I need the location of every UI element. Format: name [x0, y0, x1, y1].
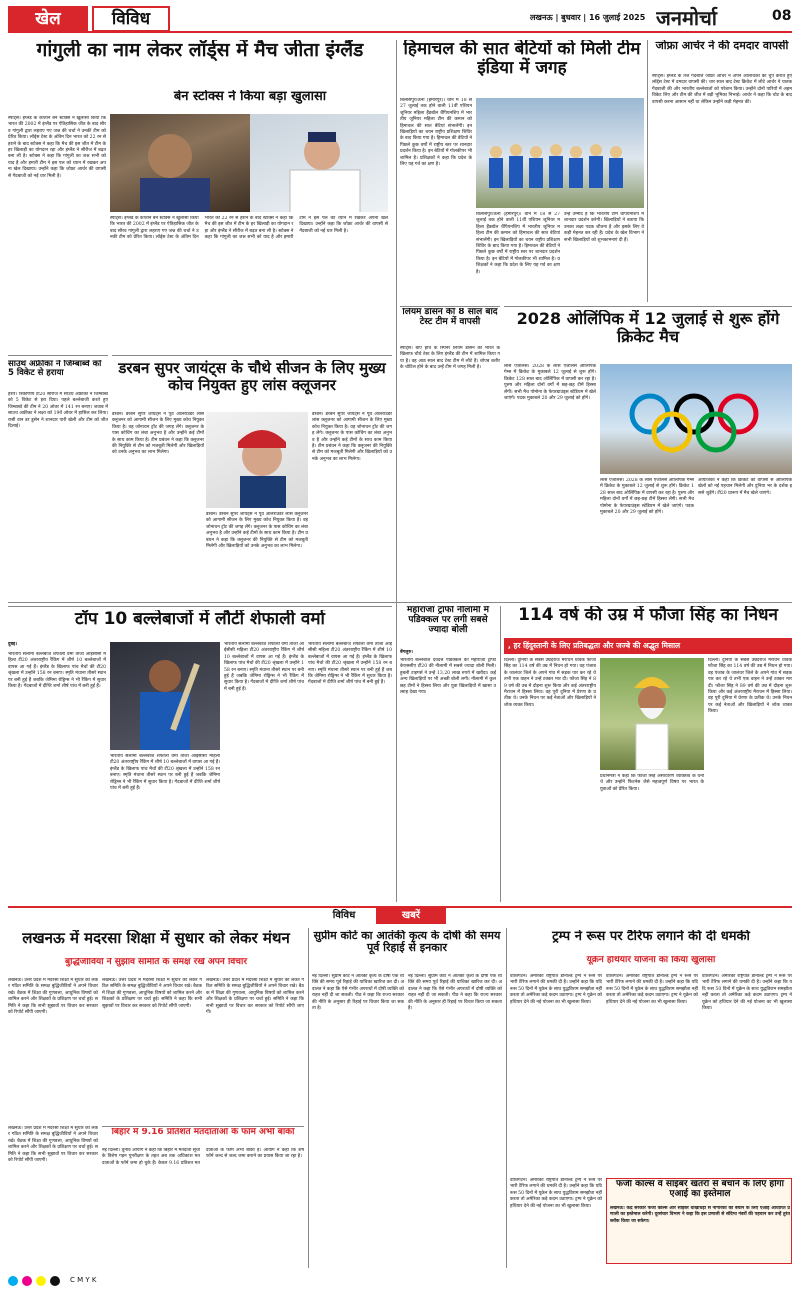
divider-shafali-maharaja [396, 606, 397, 902]
shafali-body-text-4: भारतीय सलामी बल्लेबाज शेफाली वर्मा ताजा आईसीसी महिला टी20 अंतरराष्ट्रीय रैंकिंग में शीर्ष 10 बल्लेबाजों में वापस आ गई हैं। इंग्लैंड के खिलाफ पांच मैचों की टी20 श्रृंखला में उन्होंने 158 रन बनाए। स्मृति मंधाना तीसरे स्थान पर बनी हुई हैं जबकि जेमिमा रोड्रिग्स ने भी रैंकिंग में सुधार किया है। गेंदबाजों में दीप्ति शर्मा शीर्ष पांच में बनी हुई हैं। [308, 642, 392, 686]
fake-calls-headline-text: फर्जी कॉल्स व साइबर खतरों से बचाने के लिए होगा एआई का इस्तेमाल [616, 1180, 784, 1199]
archer-headline-text: जोफ्रा आर्चर ने की दमदार वापसी [655, 40, 789, 52]
himachal-body-col1 [400, 98, 472, 302]
section-band-tab2 [376, 908, 446, 924]
olympic-body-col1 [504, 364, 596, 602]
maharaja-headline-final-text: महाराजा ट्रॉफी नीलामी में पडिक्कल पर लगी सबसे ज्यादा बोली [407, 606, 489, 635]
ganguly-headline-text: गांगुली का नाम लेकर लॉर्ड्स में मैच जीता इंग्लैंड [36, 40, 364, 61]
maharaja-block [400, 606, 496, 902]
dawson-body [400, 346, 500, 602]
madrasa-body-text: लखनऊ। उत्तर प्रदेश में मदरसा शिक्षा में सुधार को लेकर गठित समिति के समक्ष बुद्धिजीवियों ने अपने विचार रखे। बैठक में शिक्षा की गुणवत्ता, आधुनिक विषयों को शामिल करने और शिक्षकों के प्रशिक्षण पर चर्चा हुई। समिति ने कहा कि सभी सुझावों पर विचार कर सरकार को रिपोर्ट सौंपी जाएगी। [8, 978, 98, 1016]
himachal-headline-text: हिमाचल की सात बेटियों को मिली टीम इंडिया में जगह [403, 40, 641, 78]
ganguly-body-col1 [8, 116, 106, 350]
fake-calls-body [610, 1206, 790, 1262]
section-band-tab1 [314, 908, 374, 924]
maharaja-dateline-text: बेंगलुरु। [400, 650, 413, 655]
klusener-photo-art [206, 412, 308, 508]
page-number-text: 08 [772, 8, 792, 24]
maharaja-headline-text-box [300, 604, 301, 605]
rule-zimbabwe [8, 355, 108, 356]
fauja-photo-art [600, 658, 704, 770]
fauja-headline [504, 606, 792, 636]
fauja-body-text-2: प्रधानमंत्री ने कहा कि फौजा सिंह असाधारण व्यक्तित्व के धनी थे और उन्होंने फिटनेस जैसे महत्वपूर्ण विषय पर भारत के युवाओं को प्रेरित किया। [600, 774, 704, 792]
dawson-headline [400, 308, 500, 344]
himachal-headline [400, 40, 644, 96]
durban-headline [112, 360, 392, 408]
reg-dot-black [50, 1276, 60, 1286]
stokes-photo-art [250, 114, 388, 212]
divider-madrasa-supreme [308, 928, 309, 1268]
trump-body-text-3: वॉशिंगटन। अमेरिकी राष्ट्रपति डोनाल्ड ट्रम्प ने रूस पर भारी टैरिफ लगाने की धमकी दी है। उन्होंने कहा कि यदि रूस 50 दिनों में यूक्रेन के साथ युद्धविराम समझौता नहीं करता तो अमेरिका कड़े कदम उठाएगा। ट्रम्प ने यूक्रेन को हथियार देने की नई योजना का भी खुलासा किया। [702, 974, 792, 1012]
himachal-body-col2 [476, 212, 560, 302]
rule-olympic [504, 306, 792, 307]
supreme-body-col1 [312, 974, 404, 1264]
ganguly-headline [8, 40, 392, 84]
bihar-headline-text: बिहार में 9.16 प्रतिशत मतदाताओं के फॉर्म अभी बाकी [111, 1128, 295, 1137]
shafali-body-col1 [8, 652, 106, 900]
divider-maharaja-fauja [500, 606, 501, 902]
trump-body-col1 [510, 974, 602, 1174]
fauja-body-text: दिल्ली। दुनिया के सबसे उम्रदराज मैराथन धावक फौजा सिंह का 114 वर्ष की उम्र में निधन हो गया। वह पंजाब के जालंधर जिले के अपने गांव में सड़क पार कर रहे थे तभी एक वाहन ने उन्हें टक्कर मार दी। फौजा सिंह ने 89 वर्ष की उम्र में दौड़ना शुरू किया और कई अंतरराष्ट्रीय मैराथन में हिस्सा लिया। वह पूरी दुनिया में प्रेरणा के प्रतीक थे। उनके निधन पर कई नेताओं और खिलाड़ियों ने शोक व्यक्त किया। [504, 658, 596, 708]
reg-dot-cyan [8, 1276, 18, 1286]
olympic-body-text: लॉस एंजेलिस। 2028 के लॉस एंजेलिस ओलिंपिक गेम्स में क्रिकेट के मुकाबले 12 जुलाई से शुरू होंगे। क्रिकेट 128 साल बाद ओलिंपिक में वापसी कर रहा है। पुरुष और महिला दोनों वर्गों में छह-छह टीमें हिस्सा लेंगी। सभी मैच पोमोना के फेयरग्राउंड्स स्टेडियम में खेले जाएंगे। पदक मुकाबले 20 और 29 जुलाई को होंगे। [504, 364, 596, 402]
ganguly-body-text: स्पोर्ट्स। इंग्लैंड के कप्तान बेन स्टोक्स ने खुलासा किया कि भारत की 2002 में इंग्लैंड पर ऐतिहासिक जीत के बाद सौरव गांगुली द्वारा लहराए गए जश्न की चर्चा ने उनकी टीम को प्रेरित किया। लॉर्ड्स टेस्ट के अंतिम दिन भारत को 22 रन से हराने के बाद स्टोक्स ने कहा कि मैच की इस जीत में टीम के हर खिलाड़ी का योगदान रहा और इंग्लैंड ने सीरीज में बढ़त बना ली है। स्टोक्स ने कहा कि गांगुली का जश्न सभी को याद है और हमारी टीम ने इस पल को ध्यान में रखकर अपना खेल दिखाया। उन्होंने कहा कि जोफ्रा आर्चर की वापसी से गेंदबाजी को नई धार मिली है। [8, 116, 106, 179]
olympic-rings-art [600, 364, 792, 474]
archer-body [652, 74, 792, 302]
masthead [656, 4, 774, 32]
rule-shafali [8, 606, 392, 607]
maharaja-body-text: भारतीय बल्लेबाज देवदत्त पडिक्कल को महाराजा ट्रॉफी केएससीए टी20 की नीलामी में सबसे ज्यादा बोली मिली। हुबली टाइगर्स ने उन्हें 13.20 लाख रुपये में खरीदा। कई अन्य खिलाड़ियों पर भी अच्छी बोली लगी। नीलामी में कुल छह टीमों ने हिस्सा लिया और युवा खिलाड़ियों में खासा उत्साह देखा गया। [400, 658, 496, 696]
durban-body-text-2: डरबन। डरबन सुपर जायंट्स ने पूर्व ऑलराउंडर लांस क्लूजनर को आगामी सीजन के लिए मुख्य कोच नियुक्त किया है। वह जोनाथन ट्रॉट की जगह लेंगे। क्लूजनर के पास कोचिंग का लंबा अनुभव है और उन्होंने कई टीमों के साथ काम किया है। टीम प्रबंधन ने कहा कि क्लूजनर की नियुक्ति से टीम को मजबूती मिलेगी और खिलाड़ियों को उनके अनुभव का लाभ मिलेगा। [206, 512, 308, 550]
himachal-body-text-2: बिलासपुर/ऊना (हमीरपुर)। चीन में 18 से 27 जुलाई तक होने वाली 11वीं एशियन जूनियर महिला हैंडबॉल चैंपियनशिप में भारतीय जूनियर महिला टीम की कमान को हिमाचल की सात बेटियां संभालेंगी। इन खिलाड़ियों का चयन राष्ट्रीय प्रशिक्षण शिविर के बाद किया गया है। हिमाचल की बेटियों ने पिछले कुछ वर्षों में राष्ट्रीय स्तर पर शानदार प्रदर्शन किया है। इन बेटियों में गोलकीपर भी शामिल है। प्रशिक्षकों ने कहा कि प्रदेश के लिए यह गर्व का क्षण है। [476, 212, 560, 275]
trump-body-text-2: वॉशिंगटन। अमेरिकी राष्ट्रपति डोनाल्ड ट्रम्प ने रूस पर भारी टैरिफ लगाने की धमकी दी है। उन्होंने कहा कि यदि रूस 50 दिनों में यूक्रेन के साथ युद्धविराम समझौता नहीं करता तो अमेरिका कड़े कदम उठाएगा। ट्रम्प ने यूक्रेन को हथियार देने की नई योजना का भी खुलासा किया। [606, 974, 698, 1005]
dawson-headline-text: लियम डॉसन की 8 साल बाद टेस्ट टीम में वापसी [402, 308, 498, 327]
divider-ganguly-himachal [396, 40, 397, 680]
maharaja-dateline [400, 650, 496, 658]
fauja-subhead-text: , हर हिंदुस्तानी के लिए प्रतिबद्धता और जज्बे की अद्भुत मिसाल [508, 641, 681, 650]
shafali-body-text-3: भारतीय सलामी बल्लेबाज शेफाली वर्मा ताजा आईसीसी महिला टी20 अंतरराष्ट्रीय रैंकिंग में शीर्ष 10 बल्लेबाजों में वापस आ गई हैं। इंग्लैंड के खिलाफ पांच मैचों की टी20 श्रृंखला में उन्होंने 158 रन बनाए। स्मृति मंधाना तीसरे स्थान पर बनी हुई हैं जबकि जेमिमा रोड्रिग्स ने भी रैंकिंग में सुधार किया है। गेंदबाजों में दीप्ति शर्मा शीर्ष पांच में बनी हुई हैं। [224, 642, 304, 692]
masthead-text: जनमोर्चा [656, 6, 717, 30]
zimbabwe-headline-text: साउथ अफ्रीका ने जिम्बाब्वे को 5 विकेट से हराया [8, 360, 102, 379]
shafali-body-col3 [224, 642, 304, 900]
zimbabwe-body-text: हरारे। त्रिकोणीय टी20 सीरीज में साउथ अफ्रीका ने जिम्बाब्वे को 5 विकेट से हरा दिया। पहले बल्लेबाजी करते हुए जिम्बाब्वे की टीम ने 20 ओवर में 141 रन बनाए। जवाब में साउथ अफ्रीका ने लक्ष्य को 19वें ओवर में हासिल कर लिया। रासी वान डर डुसेन ने शानदार पारी खेली और टीम को जीत दिलाई। [8, 392, 108, 430]
durban-headline-text: डरबन सुपर जायंट्स के चौथे सीजन के लिए मुख्य कोच नियुक्त हुए लांस क्लूजनर [118, 360, 386, 394]
section-band-label2: खबरें [402, 910, 420, 921]
ganguly-photo [110, 114, 250, 212]
madrasa-body-col2 [102, 978, 202, 1122]
trump-body-col1b [510, 1178, 602, 1264]
fauja-body-col2 [600, 774, 704, 902]
fake-calls-body-text: लखनऊ। केंद्र सरकार फर्जी कॉल्स और साइबर धोखाधड़ी से नागरिकों को बचाने के लिए एआई आधारित प्रणाली का इस्तेमाल करेगी। दूरसंचार विभाग ने कहा कि इस प्रणाली से संदिग्ध नंबरों की पहचान कर उन्हें तुरंत ब्लॉक किया जा सकेगा। [610, 1206, 790, 1224]
durban-body-col1 [112, 412, 204, 602]
supreme-body-col2 [408, 974, 502, 1264]
maharaja-headline-final [400, 606, 496, 650]
olympic-headline-text: 2028 ओलिंपिक में 12 जुलाई से शुरू होंगे क्रिकेट मैच [516, 310, 780, 346]
section-label-sports: खेल [35, 9, 61, 29]
reg-dot-yellow [36, 1276, 46, 1286]
footer-marks [70, 1276, 130, 1288]
klusener-photo [206, 412, 308, 508]
fauja-headline-text: 114 वर्ष की उम्र में फौजा सिंह का निधन [518, 606, 778, 625]
ganguly-subhead-text: बेन स्टोक्स ने किया बड़ा खुलासा [173, 90, 327, 104]
page-number [772, 8, 796, 28]
supreme-body-text-2: नई दिल्ली। सुप्रीम कोर्ट ने आतंकी कृत्य के दोषी एक व्यक्ति की समय पूर्व रिहाई की याचिका खारिज कर दी। अदालत ने कहा कि ऐसे गंभीर अपराधों में दोषी व्यक्ति को राहत नहीं दी जा सकती। पीठ ने कहा कि राज्य सरकार की नीति के अनुसार ही रिहाई पर विचार किया जा सकता है। [408, 974, 502, 1012]
bihar-body [102, 1148, 304, 1264]
shafali-body-col4 [308, 642, 392, 900]
rule-durban [112, 355, 392, 356]
trump-body-col3 [702, 974, 792, 1174]
olympic-rings-photo [600, 364, 792, 474]
madrasa-body-text-3: लखनऊ। उत्तर प्रदेश में मदरसा शिक्षा में सुधार को लेकर गठित समिति के समक्ष बुद्धिजीवियों ने अपने विचार रखे। बैठक में शिक्षा की गुणवत्ता, आधुनिक विषयों को शामिल करने और शिक्षकों के प्रशिक्षण पर चर्चा हुई। समिति ने कहा कि सभी सुझावों पर विचार कर सरकार को रिपोर्ट सौंपी जाएगी। [206, 978, 304, 1016]
section-label-misc: विविध [111, 9, 151, 29]
maharaja-body [400, 658, 496, 898]
dateline-text: लखनऊ | बुधवार | 16 जुलाई 2025 [530, 13, 646, 22]
divider-supreme-trump [506, 928, 507, 1268]
section-band-label1: विविध [332, 910, 356, 921]
color-registration-marks [8, 1276, 68, 1288]
fake-calls-headline [610, 1180, 790, 1204]
madrasa-body-col1 [8, 978, 98, 1122]
zimbabwe-body [8, 392, 108, 602]
zimbabwe-headline [8, 360, 108, 390]
fauja-photo [600, 658, 704, 770]
shafali-dateline-text: दुबई। [8, 642, 18, 647]
shafali-dateline [8, 642, 48, 650]
fauja-body-text-3: दिल्ली। दुनिया के सबसे उम्रदराज मैराथन धावक फौजा सिंह का 114 वर्ष की उम्र में निधन हो गया। वह पंजाब के जालंधर जिले के अपने गांव में सड़क पार कर रहे थे तभी एक वाहन ने उन्हें टक्कर मार दी। फौजा सिंह ने 89 वर्ष की उम्र में दौड़ना शुरू किया और कई अंतरराष्ट्रीय मैराथन में हिस्सा लिया। वह पूरी दुनिया में प्रेरणा के प्रतीक थे। उनके निधन पर कई नेताओं और खिलाड़ियों ने शोक व्यक्त किया। [708, 658, 792, 715]
shafali-photo [110, 642, 220, 750]
madrasa-body-text-2: लखनऊ। उत्तर प्रदेश में मदरसा शिक्षा में सुधार को लेकर गठित समिति के समक्ष बुद्धिजीवियों ने अपने विचार रखे। बैठक में शिक्षा की गुणवत्ता, आधुनिक विषयों को शामिल करने और शिक्षकों के प्रशिक्षण पर चर्चा हुई। समिति ने कहा कि सभी सुझावों पर विचार कर सरकार को रिपोर्ट सौंपी जाएगी। [102, 978, 202, 1009]
trump-subhead-text: यूक्रेन हथियार योजना का किया खुलासा [586, 956, 716, 965]
rule-maharaja [8, 602, 792, 603]
divider-himachal-archer [647, 40, 648, 302]
shafali-photo-art [110, 642, 220, 750]
madrasa-body-col1b [8, 1126, 98, 1264]
madrasa-headline [8, 930, 304, 956]
ganguly-photo-art [110, 114, 250, 212]
ganguly-body-col2 [110, 216, 388, 350]
madrasa-body-col3 [206, 978, 304, 1122]
section-tab-misc [92, 6, 170, 32]
himachal-team-photo [476, 98, 644, 208]
reg-dot-magenta [22, 1276, 32, 1286]
olympic-body-text-2: लॉस एंजेलिस। 2028 के लॉस एंजेलिस ओलिंपिक गेम्स में क्रिकेट के मुकाबले 12 जुलाई से शुरू होंगे। क्रिकेट 128 साल बाद ओलिंपिक में वापसी कर रहा है। पुरुष और महिला दोनों वर्गों में छह-छह टीमें हिस्सा लेंगी। सभी मैच पोमोना के फेयरग्राउंड्स स्टेडियम में खेले जाएंगे। पदक मुकाबले 20 और 29 जुलाई को होंगे। [600, 478, 694, 516]
supreme-headline [312, 930, 502, 970]
ganguly-subhead [110, 90, 390, 110]
shafali-body-text: भारतीय सलामी बल्लेबाज शेफाली वर्मा ताजा आईसीसी महिला टी20 अंतरराष्ट्रीय रैंकिंग में शीर्ष 10 बल्लेबाजों में वापस आ गई हैं। इंग्लैंड के खिलाफ पांच मैचों की टी20 श्रृंखला में उन्होंने 158 रन बनाए। स्मृति मंधाना तीसरे स्थान पर बनी हुई हैं जबकि जेमिमा रोड्रिग्स ने भी रैंकिंग में सुधार किया है। गेंदबाजों में दीप्ति शर्मा शीर्ष पांच में बनी हुई हैं। [8, 652, 106, 690]
supreme-headline-text: सुप्रीम कोर्ट का आतंकी कृत्य के दोषी की समय पूर्व रिहाई से इनकार [313, 930, 501, 955]
ganguly-body-text-2: स्पोर्ट्स। इंग्लैंड के कप्तान बेन स्टोक्स ने खुलासा किया कि भारत की 2002 में इंग्लैंड पर ऐतिहासिक जीत के बाद सौरव गांगुली द्वारा लहराए गए जश्न की चर्चा ने उनकी टीम को प्रेरित किया। लॉर्ड्स टेस्ट के अंतिम दिन भारत को 22 रन से हराने के बाद स्टोक्स ने कहा कि मैच की इस जीत में टीम के हर खिलाड़ी का योगदान रहा और इंग्लैंड ने सीरीज में बढ़त बना ली है। स्टोक्स ने कहा कि गांगुली का जश्न सभी को याद है और हमारी टीम ने इस पल को ध्यान में रखकर अपना खेल दिखाया। उन्होंने कहा कि जोफ्रा आर्चर की वापसी से गेंदबाजी को नई धार मिली है। [110, 216, 388, 241]
himachal-team-art [476, 98, 644, 208]
durban-body-col2 [206, 512, 308, 602]
himachal-body-text-3: उन्हें उम्मीद है कि भारतीय टीम चैंपियनशिप में शानदार प्रदर्शन करेगी। खिलाड़ियों ने बताया कि उनका लक्ष्य पदक जीतना है और इसके लिए वे कड़ी मेहनत कर रही हैं। प्रदेश के खेल विभाग ने सभी खिलाड़ियों को शुभकामनाएं दी हैं। [564, 212, 644, 243]
archer-body-text: स्पोर्ट्स। इंग्लैंड के तेज गेंदबाज जोफ्रा आर्चर ने अपने आलोचकों को चुप कराते हुए लॉर्ड्स टेस्ट में दमदार वापसी की। चार साल बाद टेस्ट क्रिकेट में लौटे आर्चर ने घातक गेंदबाजी की और भारतीय बल्लेबाजों को परेशान किया। उन्होंने दोनों पारियों में अहम विकेट लिए और टीम की जीत में बड़ी भूमिका निभाई। आर्चर ने कहा कि चोट के बाद वापसी करना आसान नहीं था लेकिन उन्होंने कड़ी मेहनत की। [652, 74, 792, 105]
olympic-body-col2 [600, 478, 694, 602]
dawson-body-text: स्पोर्ट्स। बाएं हाथ के स्पिनर लियम डॉसन को भारत के खिलाफ चौथे टेस्ट के लिए इंग्लैंड की टीम में शामिल किया गया है। वह आठ साल बाद टेस्ट टीम में लौटे हैं। शोएब बशीर के चोटिल होने के बाद उन्हें टीम में जगह मिली है। [400, 346, 500, 371]
trump-body-col2 [606, 974, 698, 1174]
shafali-body-col2 [110, 754, 220, 900]
himachal-body-text: बिलासपुर/ऊना (हमीरपुर)। चीन में 18 से 27 जुलाई तक होने वाली 11वीं एशियन जूनियर महिला हैंडबॉल चैंपियनशिप में भारतीय जूनियर महिला टीम की कमान को हिमाचल की सात बेटियां संभालेंगी। इन खिलाड़ियों का चयन राष्ट्रीय प्रशिक्षण शिविर के बाद किया गया है। हिमाचल की बेटियों ने पिछले कुछ वर्षों में राष्ट्रीय स्तर पर शानदार प्रदर्शन किया है। इन बेटियों में गोलकीपर भी शामिल है। प्रशिक्षकों ने कहा कि प्रदेश के लिए यह गर्व का क्षण है। [400, 98, 472, 168]
durban-body-col3 [312, 412, 392, 602]
durban-body-text-3: डरबन। डरबन सुपर जायंट्स ने पूर्व ऑलराउंडर लांस क्लूजनर को आगामी सीजन के लिए मुख्य कोच नियुक्त किया है। वह जोनाथन ट्रॉट की जगह लेंगे। क्लूजनर के पास कोचिंग का लंबा अनुभव है और उन्होंने कई टीमों के साथ काम किया है। टीम प्रबंधन ने कहा कि क्लूजनर की नियुक्ति से टीम को मजबूती मिलेगी और खिलाड़ियों को उनके अनुभव का लाभ मिलेगा। [312, 412, 392, 462]
durban-body-text: डरबन। डरबन सुपर जायंट्स ने पूर्व ऑलराउंडर लांस क्लूजनर को आगामी सीजन के लिए मुख्य कोच नियुक्त किया है। वह जोनाथन ट्रॉट की जगह लेंगे। क्लूजनर के पास कोचिंग का लंबा अनुभव है और उन्होंने कई टीमों के साथ काम किया है। टीम प्रबंधन ने कहा कि क्लूजनर की नियुक्ति से टीम को मजबूती मिलेगी और खिलाड़ियों को उनके अनुभव का लाभ मिलेगा। [112, 412, 204, 456]
olympic-headline [504, 310, 792, 360]
trump-body-text-4: वॉशिंगटन। अमेरिकी राष्ट्रपति डोनाल्ड ट्रम्प ने रूस पर भारी टैरिफ लगाने की धमकी दी है। उन्होंने कहा कि यदि रूस 50 दिनों में यूक्रेन के साथ युद्धविराम समझौता नहीं करता तो अमेरिका कड़े कदम उठाएगा। ट्रम्प ने यूक्रेन को हथियार देने की नई योजना का भी खुलासा किया। [510, 1178, 602, 1209]
bihar-body-text: नई दिल्ली। चुनाव आयोग ने कहा कि बिहार में मतदाता सूची के विशेष गहन पुनरीक्षण के तहत अब तक अधिकांश मतदाताओं के फॉर्म जमा हो चुके हैं। केवल 9.16 प्रतिशत मतदाताओं के फॉर्म अभी बाकी हैं। आयोग ने कहा कि शेष फॉर्म जल्द से जल्द जमा कराने का प्रयास किया जा रहा है। [102, 1148, 304, 1166]
stokes-photo [250, 114, 388, 212]
section-tab-sports [8, 6, 88, 32]
shafali-headline-text: टॉप 10 बल्लेबाजों में लौटीं शेफाली वर्मा [75, 610, 325, 629]
madrasa-headline-text: लखनऊ में मदरसा शिक्षा में सुधार को लेकर मंथन [22, 930, 290, 947]
rule-bihar [102, 1126, 304, 1127]
trump-body-text: वॉशिंगटन। अमेरिकी राष्ट्रपति डोनाल्ड ट्रम्प ने रूस पर भारी टैरिफ लगाने की धमकी दी है। उन्होंने कहा कि यदि रूस 50 दिनों में यूक्रेन के साथ युद्धविराम समझौता नहीं करता तो अमेरिका कड़े कदम उठाएगा। ट्रम्प ने यूक्रेन को हथियार देने की नई योजना का भी खुलासा किया। [510, 974, 602, 1005]
madrasa-subhead-text: बुद्धिजीवियों ने सुझाव समिति के समक्ष रखे अपने विचार [64, 958, 248, 967]
trump-headline-text: ट्रम्प ने रूस पर टैरिफ लगाने की दी धमकी [552, 930, 750, 944]
shafali-body-text-2: भारतीय सलामी बल्लेबाज शेफाली वर्मा ताजा आईसीसी महिला टी20 अंतरराष्ट्रीय रैंकिंग में शीर्ष 10 बल्लेबाजों में वापस आ गई हैं। इंग्लैंड के खिलाफ पांच मैचों की टी20 श्रृंखला में उन्होंने 158 रन बनाए। स्मृति मंधाना तीसरे स्थान पर बनी हुई हैं जबकि जेमिमा रोड्रिग्स ने भी रैंकिंग में सुधार किया है। गेंदबाजों में दीप्ति शर्मा शीर्ष पांच में बनी हुई हैं। [110, 754, 220, 792]
himachal-body-col3 [564, 212, 644, 302]
footer-marks-text: C M Y K [70, 1276, 97, 1284]
trump-headline [510, 930, 792, 954]
fauja-subhead [504, 638, 792, 654]
trump-subhead [510, 956, 792, 970]
olympic-body-text-3: आयोजकों ने कहा कि क्रिकेट की वापसी से ओलिंपिक खेलों को नई पहचान मिलेगी और दुनिया भर के दर्शक इससे जुड़ेंगे। टी20 प्रारूप में मैच खेले जाएंगे। [698, 478, 792, 496]
fauja-body-col3 [708, 658, 792, 902]
olympic-body-col3 [698, 478, 792, 602]
bihar-headline [102, 1128, 304, 1146]
madrasa-subhead [8, 958, 304, 974]
archer-headline [652, 40, 792, 70]
rule-dawson [400, 306, 500, 307]
supreme-body-text: नई दिल्ली। सुप्रीम कोर्ट ने आतंकी कृत्य के दोषी एक व्यक्ति की समय पूर्व रिहाई की याचिका खारिज कर दी। अदालत ने कहा कि ऐसे गंभीर अपराधों में दोषी व्यक्ति को राहत नहीं दी जा सकती। पीठ ने कहा कि राज्य सरकार की नीति के अनुसार ही रिहाई पर विचार किया जा सकता है। [312, 974, 404, 1012]
shafali-headline [8, 610, 392, 638]
fauja-body-col1 [504, 658, 596, 902]
madrasa-body-text-4: लखनऊ। उत्तर प्रदेश में मदरसा शिक्षा में सुधार को लेकर गठित समिति के समक्ष बुद्धिजीवियों ने अपने विचार रखे। बैठक में शिक्षा की गुणवत्ता, आधुनिक विषयों को शामिल करने और शिक्षकों के प्रशिक्षण पर चर्चा हुई। समिति ने कहा कि सभी सुझावों पर विचार कर सरकार को रिपोर्ट सौंपी जाएगी। [8, 1126, 98, 1164]
